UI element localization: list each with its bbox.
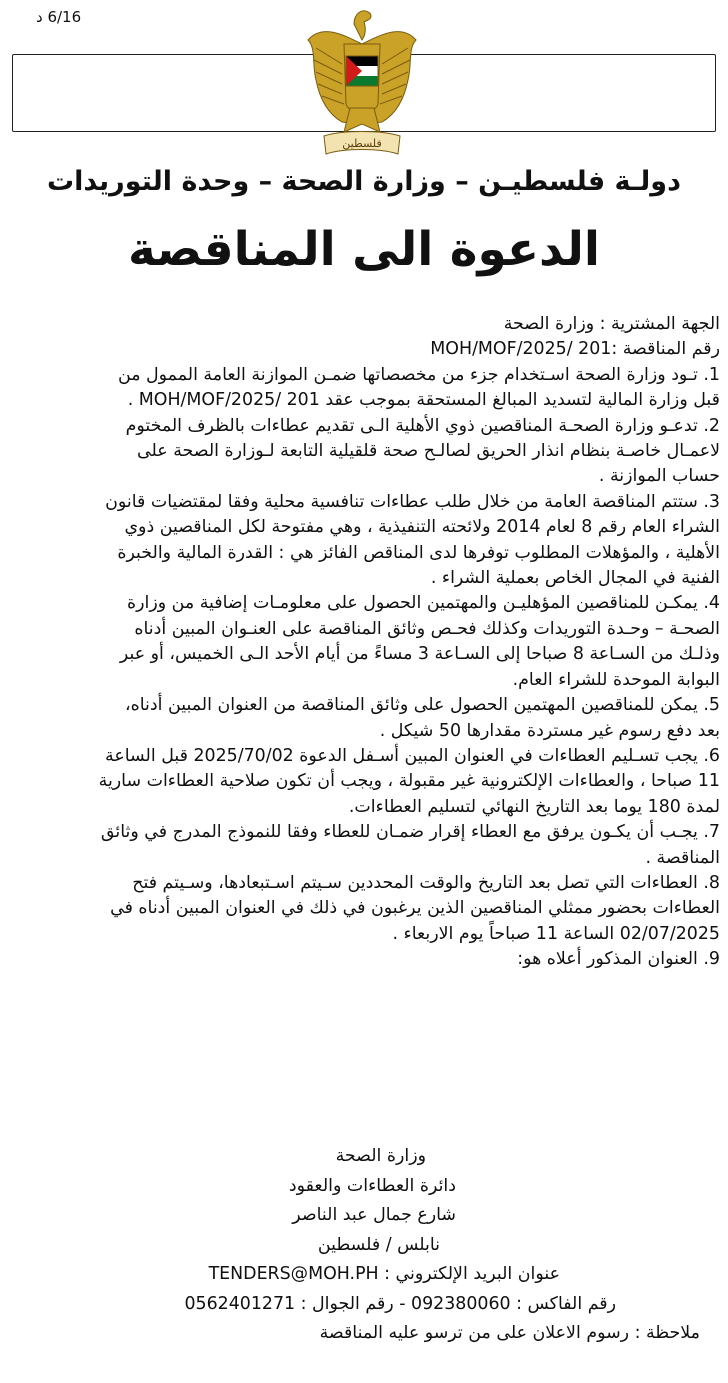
tender-body <box>20 312 720 973</box>
address-email: عنوان البريد الإلكتروني : TENDERS@MOH.PH <box>208 1264 560 1284</box>
tender-number-line: رقم المناقصة :201 /MOH/MOF/2025 <box>430 339 720 360</box>
paragraph-3-line: الشراء العام رقم 8 لعام 2014 ولائحته التنفيذية ، وهي مفتوحة لكل المناقصين ذوي <box>124 517 720 538</box>
paragraph-5-line: 5. يمكن للمناقصين المهتمين الحصول على وثائق المناقصة من العنوان المبين أدناه، <box>125 695 720 716</box>
paragraph-4-line: وذلـك من السـاعة 8 صباحا إلى السـاعة 3 مساءً من أيام الأحد الـى الخميس، أو عبر <box>119 644 720 665</box>
paragraph-3-line: الأهلية ، والمؤهلات المطلوب توفرها لدى المناقص الفائز هي : القدرة المالية والخبرة <box>117 542 720 563</box>
paragraph-8-line: 8. العطاءات التي تصل بعد التاريخ والوقت المحددين سـيتم اسـتبعادها، وسـيتم فتح <box>132 872 720 893</box>
page-code: 6/16 د <box>36 8 82 26</box>
address-fax-mobile: رقم الفاكس : 092380060 - رقم الجوال : 0562401271 <box>184 1293 616 1314</box>
paragraph-3-line: 3. ستتم المناقصة العامة من خلال طلب عطاءات تنافسية محلية وفقا لمقتضيات قانون <box>105 491 720 512</box>
svg-text:فلسطين: فلسطين <box>342 137 382 150</box>
paragraph-4-line: الصحـة – وحـدة التوريدات وكذلك فحـص وثائق المناقصة على العنـوان المبين أدناه <box>134 618 720 639</box>
paragraph-7-line: 7. يجـب أن يكـون يرفق مع العطاء إقرار ضمـان للعطاء وفقا للنموذج المدرج في وثائق <box>100 822 720 843</box>
palestine-eagle-emblem-icon <box>302 4 422 162</box>
paragraph-2-line: 2. تدعـو وزارة الصحـة المناقصين ذوي الأهلية الـى تقديم عطاءات بالظرف المختوم <box>125 415 720 436</box>
address-block <box>0 1142 728 1349</box>
address-street: شارع جمال عبد الناصر <box>292 1205 456 1225</box>
address-department: دائرة العطاءات والعقود <box>288 1175 456 1196</box>
address-city: نابلس / فلسطين <box>317 1234 440 1255</box>
page-title: الدعوة الى المناقصة <box>128 222 600 277</box>
paragraph-3-line: الفنية في المجال الخاص بعملية الشراء . <box>430 568 720 589</box>
paragraph-8-line: العطاءات بحضور ممثلي المناقصين الذين يرغبون في ذلك في العنوان المبين أدناه في <box>110 898 720 919</box>
paragraph-6-line: 11 صباحا ، والعطاءات الإلكترونية غير مقبولة ، ويجب أن تكون صلاحية العطاءات سارية <box>98 771 720 792</box>
paragraph-7-line: المناقصة . <box>645 847 720 868</box>
paragraph-2-line: حساب الموازنة . <box>598 466 720 487</box>
paragraph-8-line: 02/07/2025 الساعة 11 صباحاً يوم الاربعاء . <box>392 923 720 944</box>
paragraph-9-line: 9. العنوان المذكور أعلاه هو: <box>517 949 720 970</box>
paragraph-6-line: 6. يجب تسـليم العطاءات في العنوان المبين أسـفل الدعوة 2025/70/02 قبل الساعة <box>105 745 720 766</box>
paragraph-6-line: لمدة 180 يوما بعد التاريخ النهائي لتسليم العطاءات. <box>348 796 720 817</box>
paragraph-2-line: لاعمـال خاصـة بنظام انذار الحريق لصالـح صحة قلقيلية التابعة لـوزارة الصحة على <box>137 441 720 462</box>
buyer-line: الجهة المشترية : وزارة الصحة <box>503 314 720 334</box>
paragraph-5-line: بعد دفع رسوم غير مستردة مقدارها 50 شيكل . <box>379 720 720 741</box>
paragraph-list <box>20 363 720 973</box>
address-ministry: وزارة الصحة <box>335 1146 426 1166</box>
paragraph-4-line: البوابة الموحدة للشراء العام. <box>512 669 720 690</box>
address-note: ملاحظة : رسوم الاعلان على من ترسو عليه المناقصة <box>319 1323 700 1343</box>
paragraph-1-line: قبل وزارة المالية لتسديد المبالغ المستحقة بموجب عقد 201 /MOH/MOF/2025 . <box>127 390 720 411</box>
authority-heading: دولـة فلسطيـن – وزارة الصحة – وحدة التوريدات <box>47 166 681 197</box>
paragraph-1-line: 1. تـود وزارة الصحة اسـتخدام جزء من مخصصاتها ضمـن الموازنة العامة الممول من <box>117 364 720 385</box>
paragraph-4-line: 4. يمكـن للمناقصين المؤهليـن والمهتمين الحصول على معلومـات إضافية من وزارة <box>126 593 720 614</box>
